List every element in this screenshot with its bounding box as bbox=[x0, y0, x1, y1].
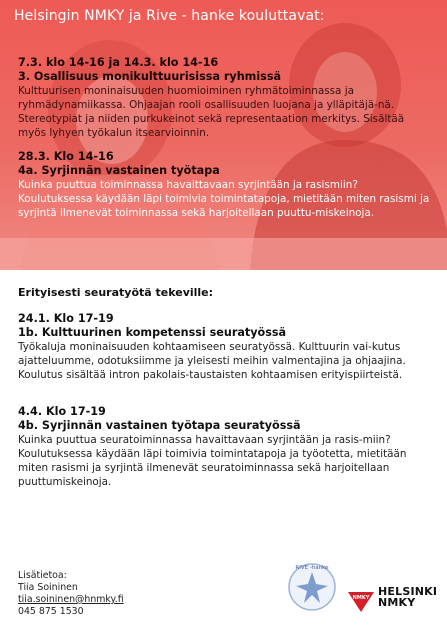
nmky-line1: HELSINKI bbox=[378, 585, 438, 598]
club-subheading: Erityisesti seuratyötä tekeville: bbox=[18, 286, 214, 299]
section-date: 4.4. Klo 17-19 bbox=[18, 405, 106, 418]
rive-logo-text: RIVE -hanke bbox=[295, 565, 329, 571]
table-surface bbox=[0, 238, 447, 270]
rive-logo bbox=[286, 560, 338, 612]
contact-phone: 045 875 1530 bbox=[18, 606, 84, 617]
page-headline: Helsingin NMKY ja Rive - hanke kouluttavat: bbox=[14, 8, 325, 24]
section-body: Työkaluja moninaisuuden kohtaamiseen seuratyössä. Kulttuurin vai-kutus ajatteluumme, odotuksiimme ja yleisesti meihin valmentajina ja ohjaajina. Koulutus sisältää intron pakolais-taustaisten kohtaamisen erityispiirteistä. bbox=[18, 341, 406, 381]
contact-label: Lisätietoa: bbox=[18, 570, 67, 581]
nmky-line2: NMKY bbox=[378, 596, 416, 609]
section-body: Kuinka puuttua toiminnassa havaittavaan syrjintään ja rasismiin? Koulutuksessa käydään läpi toimivia toimintatapoja, mietitään miten rasismi ja syrjintä ilmenevät toiminnassa sekä harjoitellaan puuttu-miskeinoja. bbox=[18, 179, 430, 219]
section-4a bbox=[18, 150, 433, 220]
nmky-wordmark bbox=[378, 586, 437, 608]
section-title: 1b. Kulttuurinen kompetenssi seuratyössä bbox=[18, 326, 287, 339]
section-body: Kulttuurisen moninaisuuden huomioiminen ryhmätoiminnassa ja ryhmädynamiikassa. Ohjaajan rooli osallisuuden luojana ja ylläpitäjä-nä. Stereotypiat ja niiden purkukeinot sekä representaation merkitys. Sisältää myös lyhyen työkalun itsearvioinnin. bbox=[18, 85, 405, 139]
section-date: 28.3. Klo 14-16 bbox=[18, 150, 114, 163]
section-4b bbox=[18, 405, 433, 489]
section-title: 3. Osallisuus monikulttuurisissa ryhmissä bbox=[18, 70, 282, 83]
hero-banner bbox=[0, 0, 447, 270]
section-1b bbox=[18, 312, 433, 382]
contact-info bbox=[18, 570, 124, 618]
section-title: 4b. Syrjinnän vastainen työtapa seuratyössä bbox=[18, 419, 301, 432]
section-date: 24.1. Klo 17-19 bbox=[18, 312, 114, 325]
section-title: 4a. Syrjinnän vastainen työtapa bbox=[18, 164, 220, 177]
section-3 bbox=[18, 56, 433, 140]
section-body: Kuinka puuttua seuratoiminnassa havaittavaan syrjintään ja rasis-miin? Koulutuksessa käydään läpi toimivia toimintatapoja ja työotetta, mietitään miten rasismi ja syrjintä ilmenevät seuratoiminnassa sekä harjoitellaan puuttumiskeinoja. bbox=[18, 434, 407, 488]
contact-name: Tiia Soininen bbox=[18, 582, 78, 593]
contact-email-link[interactable]: tiia.soininen@hnmky.fi bbox=[18, 594, 124, 605]
section-date: 7.3. klo 14-16 ja 14.3. klo 14-16 bbox=[18, 56, 219, 69]
nmky-mark-text: NMKY bbox=[352, 595, 370, 601]
